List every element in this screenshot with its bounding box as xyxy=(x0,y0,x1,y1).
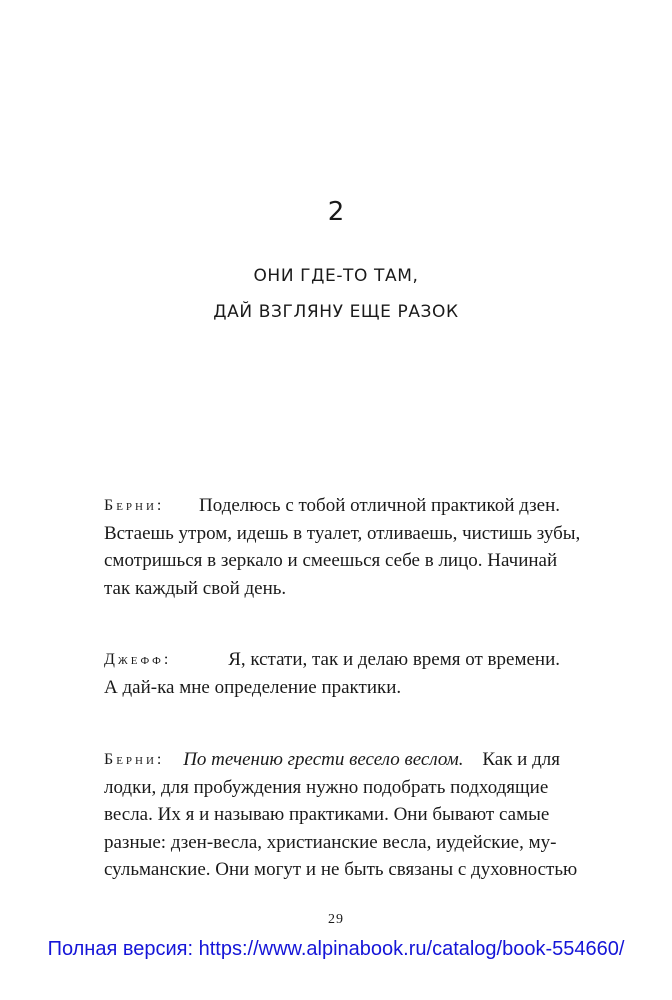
text-fragment: смотришься в зеркало и смеешься себе в лицо. Начинай xyxy=(104,550,558,571)
text-line xyxy=(104,801,560,829)
full-version-link[interactable]: Полная версия: https://www.alpinabook.ru/catalog/book-554660/ xyxy=(47,938,625,960)
speaker-name: Джефф: xyxy=(104,651,172,668)
text-fragment: Как и для xyxy=(482,749,560,770)
text-fragment: Встаешь утром, идешь в туалет, отливаешь, чистишь зубы, xyxy=(104,522,581,544)
chapter-title-line: ОНИ ГДЕ-ТО ТАМ, xyxy=(253,266,419,286)
text-fragment: так каждый свой день. xyxy=(104,577,287,599)
text-fragment: разные: дзен-весла, христианские весла, иудейские, му- xyxy=(104,831,557,853)
text-line xyxy=(104,575,560,603)
chapter-title-line: ДАЙ ВЗГЛЯНУ ЕЩЕ РАЗОК xyxy=(213,302,459,322)
text-line xyxy=(104,774,560,802)
text-fragment: лодки, для пробуждения нужно подобрать подходящие xyxy=(104,776,549,798)
chapter-number: 2 xyxy=(327,197,345,227)
dialogue-paragraph xyxy=(104,492,581,602)
dialogue-paragraph xyxy=(104,746,578,884)
text-fragment: сульманские. Они могут и не быть связаны с духовностью xyxy=(104,859,578,880)
chapter-title xyxy=(0,258,672,330)
dialogue-paragraph xyxy=(104,646,560,701)
text-fragment: Я, кстати, так и делаю время от времени. xyxy=(228,649,560,670)
text-line xyxy=(104,646,560,674)
text-line xyxy=(104,547,560,575)
page-number: 29 xyxy=(328,912,344,927)
text-fragment: Поделюсь с тобой отличной практикой дзен. xyxy=(199,495,560,516)
speaker-name: Берни: xyxy=(104,751,165,768)
text-line xyxy=(104,856,578,884)
italic-phrase: По течению грести весело веслом. xyxy=(183,749,464,770)
text-fragment: А дай-ка мне определение практики. xyxy=(104,676,402,698)
text-fragment: весла. Их я и называю практиками. Они бывают самые xyxy=(104,804,550,825)
text-line xyxy=(104,674,560,702)
text-line xyxy=(104,746,560,774)
text-line xyxy=(104,829,560,857)
speaker-name: Берни: xyxy=(104,497,165,514)
text-line xyxy=(104,492,560,520)
text-line xyxy=(104,520,581,548)
